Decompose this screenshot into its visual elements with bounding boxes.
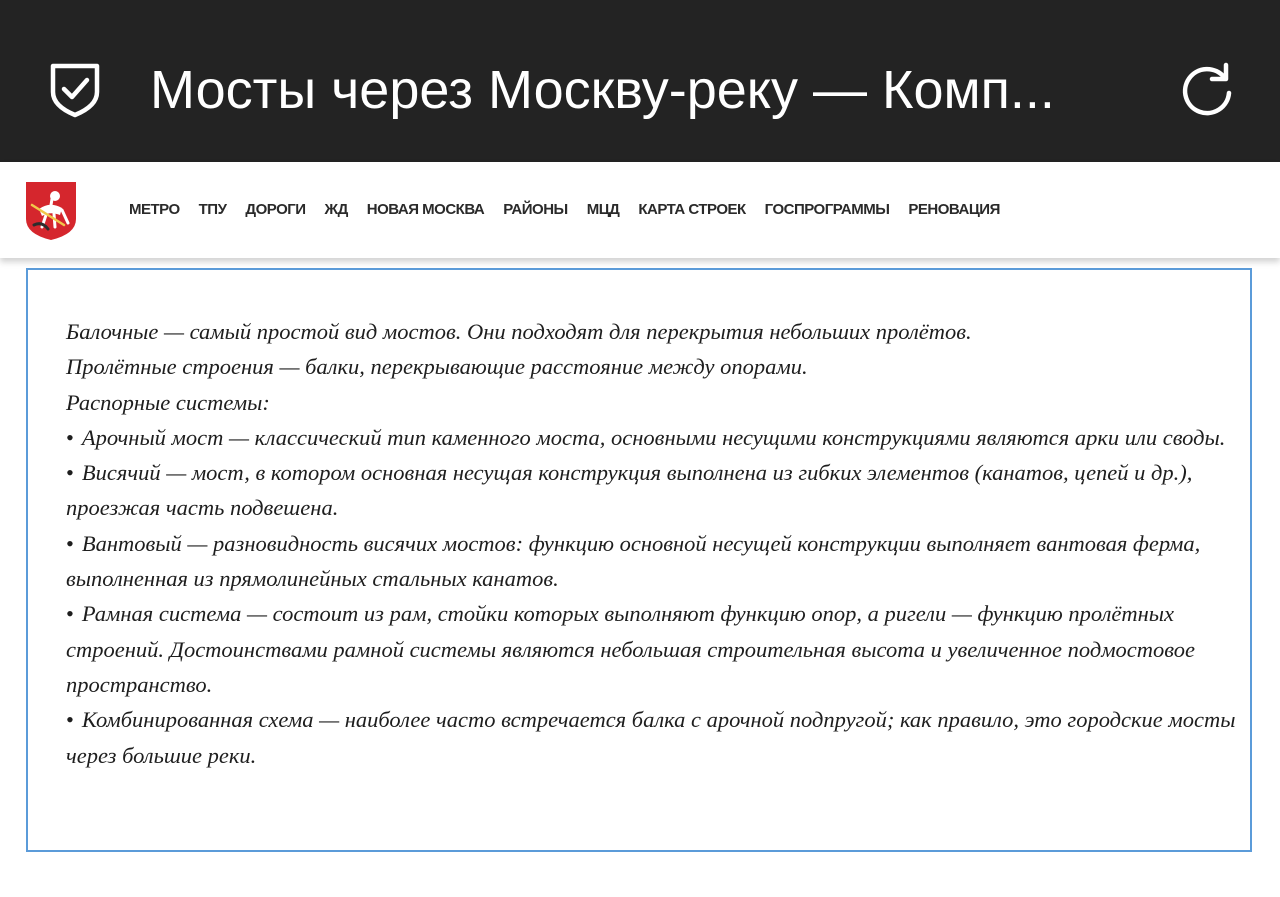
- list-item-text: Вантовый — разновидность висячих мостов: функцию основной несущей конструкции выполняет вантовая ферма, выполненная из прямолинейных стальных канатов.: [66, 530, 1201, 592]
- bullet-mark: •: [66, 424, 74, 450]
- list-item: [66, 596, 1236, 702]
- paragraph-spans: Пролётные строения — балки, перекрывающие расстояние между опорами.: [66, 354, 808, 380]
- article-text: [66, 314, 1236, 773]
- list-item: [66, 702, 1236, 773]
- paragraph-beam-bridges: Балочные — самый простой вид мостов. Они подходят для перекрытия небольших пролётов.: [66, 319, 972, 344]
- nav-item-roads[interactable]: ДОРОГИ: [245, 201, 306, 218]
- page-title: Мосты через Москву-реку — Комп...: [150, 60, 1055, 120]
- nav-item-construction-map[interactable]: КАРТА СТРОЕК: [638, 201, 746, 218]
- bullet-mark: •: [66, 601, 74, 627]
- browser-toolbar: [0, 0, 1280, 162]
- list-item: [66, 526, 1236, 597]
- nav-item-metro[interactable]: МЕТРО: [129, 201, 180, 218]
- bullet-mark: •: [66, 707, 74, 733]
- shield-check-icon[interactable]: [46, 58, 104, 120]
- paragraph-thrust-systems: Распорные системы:: [66, 389, 270, 415]
- nav-item-railway[interactable]: ЖД: [324, 201, 348, 218]
- list-item-text: Комбинированная схема — наиболее часто встречается балка с арочной подпругой; как правило, это городские мосты через большие реки.: [66, 707, 1236, 768]
- nav-item-districts[interactable]: РАЙОНЫ: [503, 201, 568, 218]
- moscow-coat-of-arms-logo[interactable]: [24, 179, 78, 241]
- nav-item-new-moscow[interactable]: НОВАЯ МОСКВА: [366, 201, 485, 218]
- list-item-text: Рамная система — состоит из рам, стойки которых выполняют функцию опор, а ригели — функцию пролётных строений. Достоинствами рамной системы являются небольшая строительная высота и увеличенное подмостовое пространство.: [66, 601, 1195, 697]
- list-item: [66, 455, 1236, 526]
- nav-item-mcd[interactable]: МЦД: [586, 201, 620, 218]
- list-item: [66, 420, 1236, 455]
- nav-item-renovation[interactable]: РЕНОВАЦИЯ: [908, 201, 1000, 218]
- nav-item-state-programs[interactable]: ГОСПРОГРАММЫ: [764, 201, 890, 218]
- list-item-text: Висячий — мост, в котором основная несущая конструкция выполнена из гибких элементов (канатов, цепей и др.), проезжая часть подвешена.: [66, 460, 1193, 521]
- list-item-text: Арочный мост — классический тип каменного моста, основными несущими конструкциями являются арки или своды.: [81, 424, 1226, 450]
- nav-item-tpu[interactable]: ТПУ: [198, 201, 227, 218]
- nav-menu: [129, 200, 1019, 220]
- bullet-mark: •: [66, 530, 74, 556]
- reload-icon[interactable]: [1176, 60, 1238, 122]
- bullet-mark: •: [66, 460, 74, 486]
